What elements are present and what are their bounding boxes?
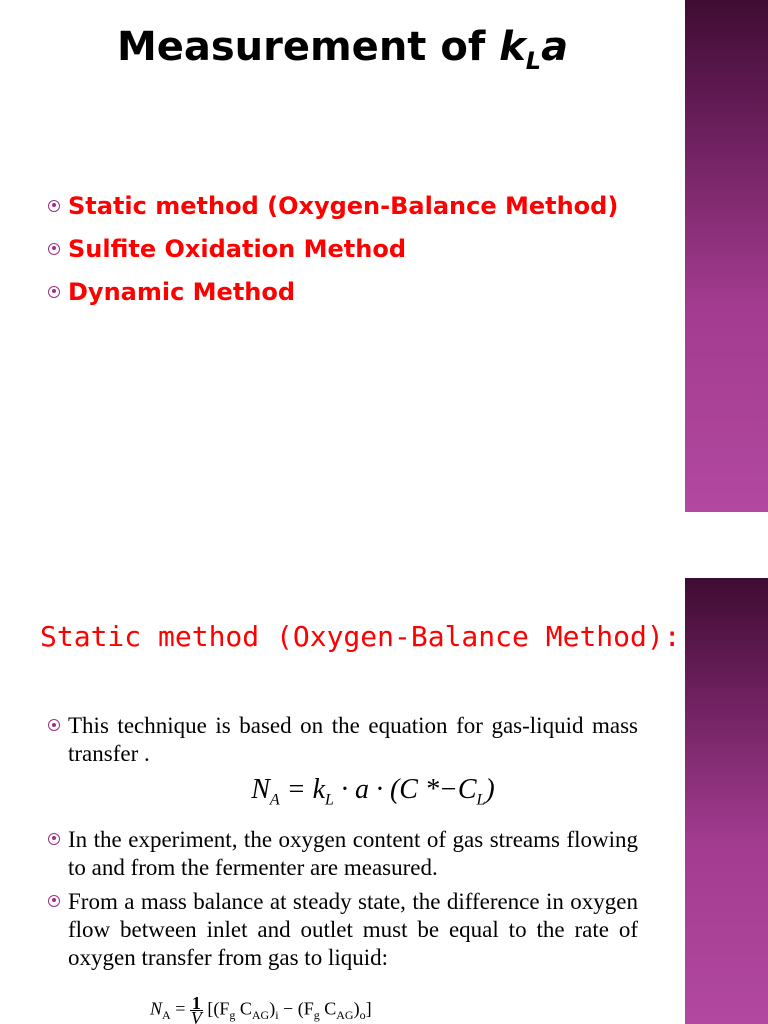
section-heading: Static method (Oxygen-Balance Method): [40,620,681,653]
list-item: This technique is based on the equation for gas-liquid mass transfer . $N_A = k_L \cdot a \cdot (C$ $*-C_L$) [48,712,638,820]
bullet-icon [48,200,60,212]
bullet-icon [48,286,60,298]
bullet-icon [48,719,60,731]
decorative-side-bar [685,0,768,512]
bullet-icon [48,243,60,255]
list-item: In the experiment, the oxygen content of gas streams flowing to and from the fermenter are measured. [48,826,638,882]
oxygen-balance-equation: $N_A$ = $\frac{1}{V} [(F_g$ $C_{AG})_i - (F_g$ $C_{AG})_o$] [150,993,372,1024]
decorative-side-bar [685,578,768,1024]
list-item: Dynamic Method [48,270,618,313]
bullet-icon [48,895,60,907]
explanation-list [48,712,638,978]
slide-title: Measurement of $k_La$ [116,24,569,75]
method-list [48,184,618,313]
list-item: Sulfite Oxidation Method [48,227,618,270]
mass-transfer-equation: $N_A = k_L \cdot a \cdot (C$ $*-C_L$) [251,774,495,809]
bullet-icon [48,833,60,845]
list-item: From a mass balance at steady state, the difference in oxygen flow between inlet and outlet must be equal to the rate of oxygen transfer from gas to liquid: [48,888,638,972]
list-item: Static method (Oxygen-Balance Method) [48,184,618,227]
slide-2 [0,578,768,1024]
